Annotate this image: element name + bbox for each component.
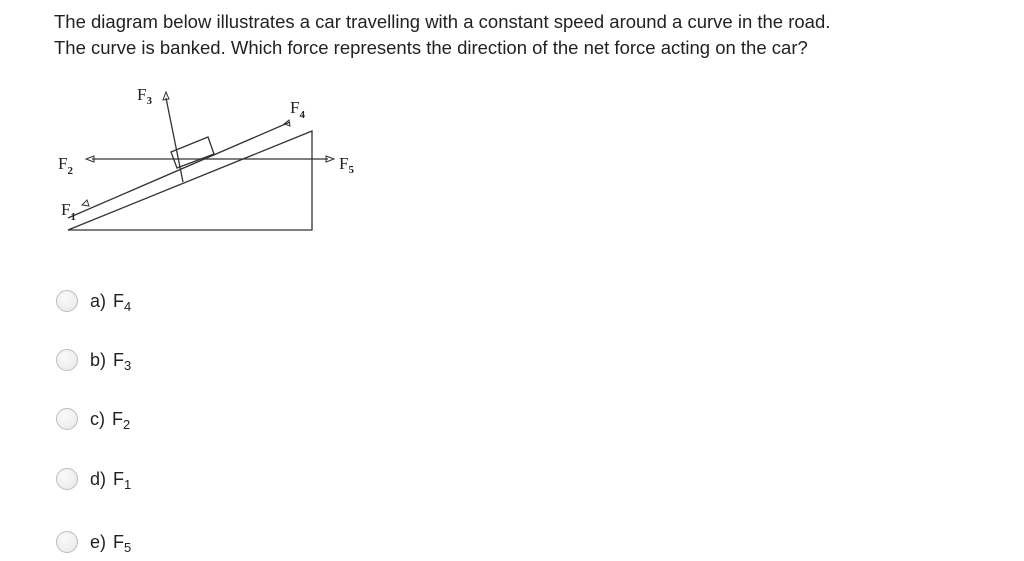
label-f2: $F_2$	[58, 154, 73, 177]
label-f5: $F_5$	[339, 154, 354, 176]
banked-curve-diagram	[0, 0, 420, 250]
option-force-subscript: 1	[124, 476, 132, 492]
radio-button-c[interactable]	[56, 408, 78, 430]
label-f4: $F_4$	[290, 98, 305, 121]
option-b[interactable]	[56, 347, 131, 373]
f3-force-line	[166, 98, 183, 182]
option-letter: d)	[90, 468, 107, 489]
option-a[interactable]	[56, 288, 131, 314]
label-f3: $F_3$	[137, 85, 152, 107]
option-letter: a)	[90, 290, 107, 311]
option-force: F	[113, 349, 125, 370]
option-c[interactable]	[56, 406, 130, 432]
option-force-subscript: 4	[124, 298, 132, 314]
road-surface-line	[68, 122, 290, 218]
option-e[interactable]	[56, 529, 131, 555]
option-letter: e)	[90, 531, 107, 552]
question-line-1: The diagram below illustrates a car travelling with a constant speed around a curve in the road.	[54, 11, 831, 32]
radio-button-e[interactable]	[56, 531, 78, 553]
ramp-triangle	[68, 131, 312, 230]
option-force-subscript: 3	[124, 357, 132, 373]
option-force: F	[113, 468, 125, 489]
option-force-subscript: 2	[123, 416, 131, 432]
radio-button-a[interactable]	[56, 290, 78, 312]
option-force: F	[113, 531, 125, 552]
option-force: F	[112, 408, 123, 429]
radio-button-d[interactable]	[56, 468, 78, 490]
option-force-subscript: 5	[124, 539, 132, 555]
option-letter: b)	[90, 349, 107, 370]
label-f1: $F_1$	[61, 200, 76, 223]
option-letter: c)	[90, 408, 105, 429]
option-d[interactable]	[56, 466, 131, 492]
question-line-2: The curve is banked. Which force represents the direction of the net force acting on the car?	[54, 37, 808, 58]
f1-arrowhead	[82, 200, 89, 206]
option-force: F	[113, 290, 125, 311]
radio-button-b[interactable]	[56, 349, 78, 371]
